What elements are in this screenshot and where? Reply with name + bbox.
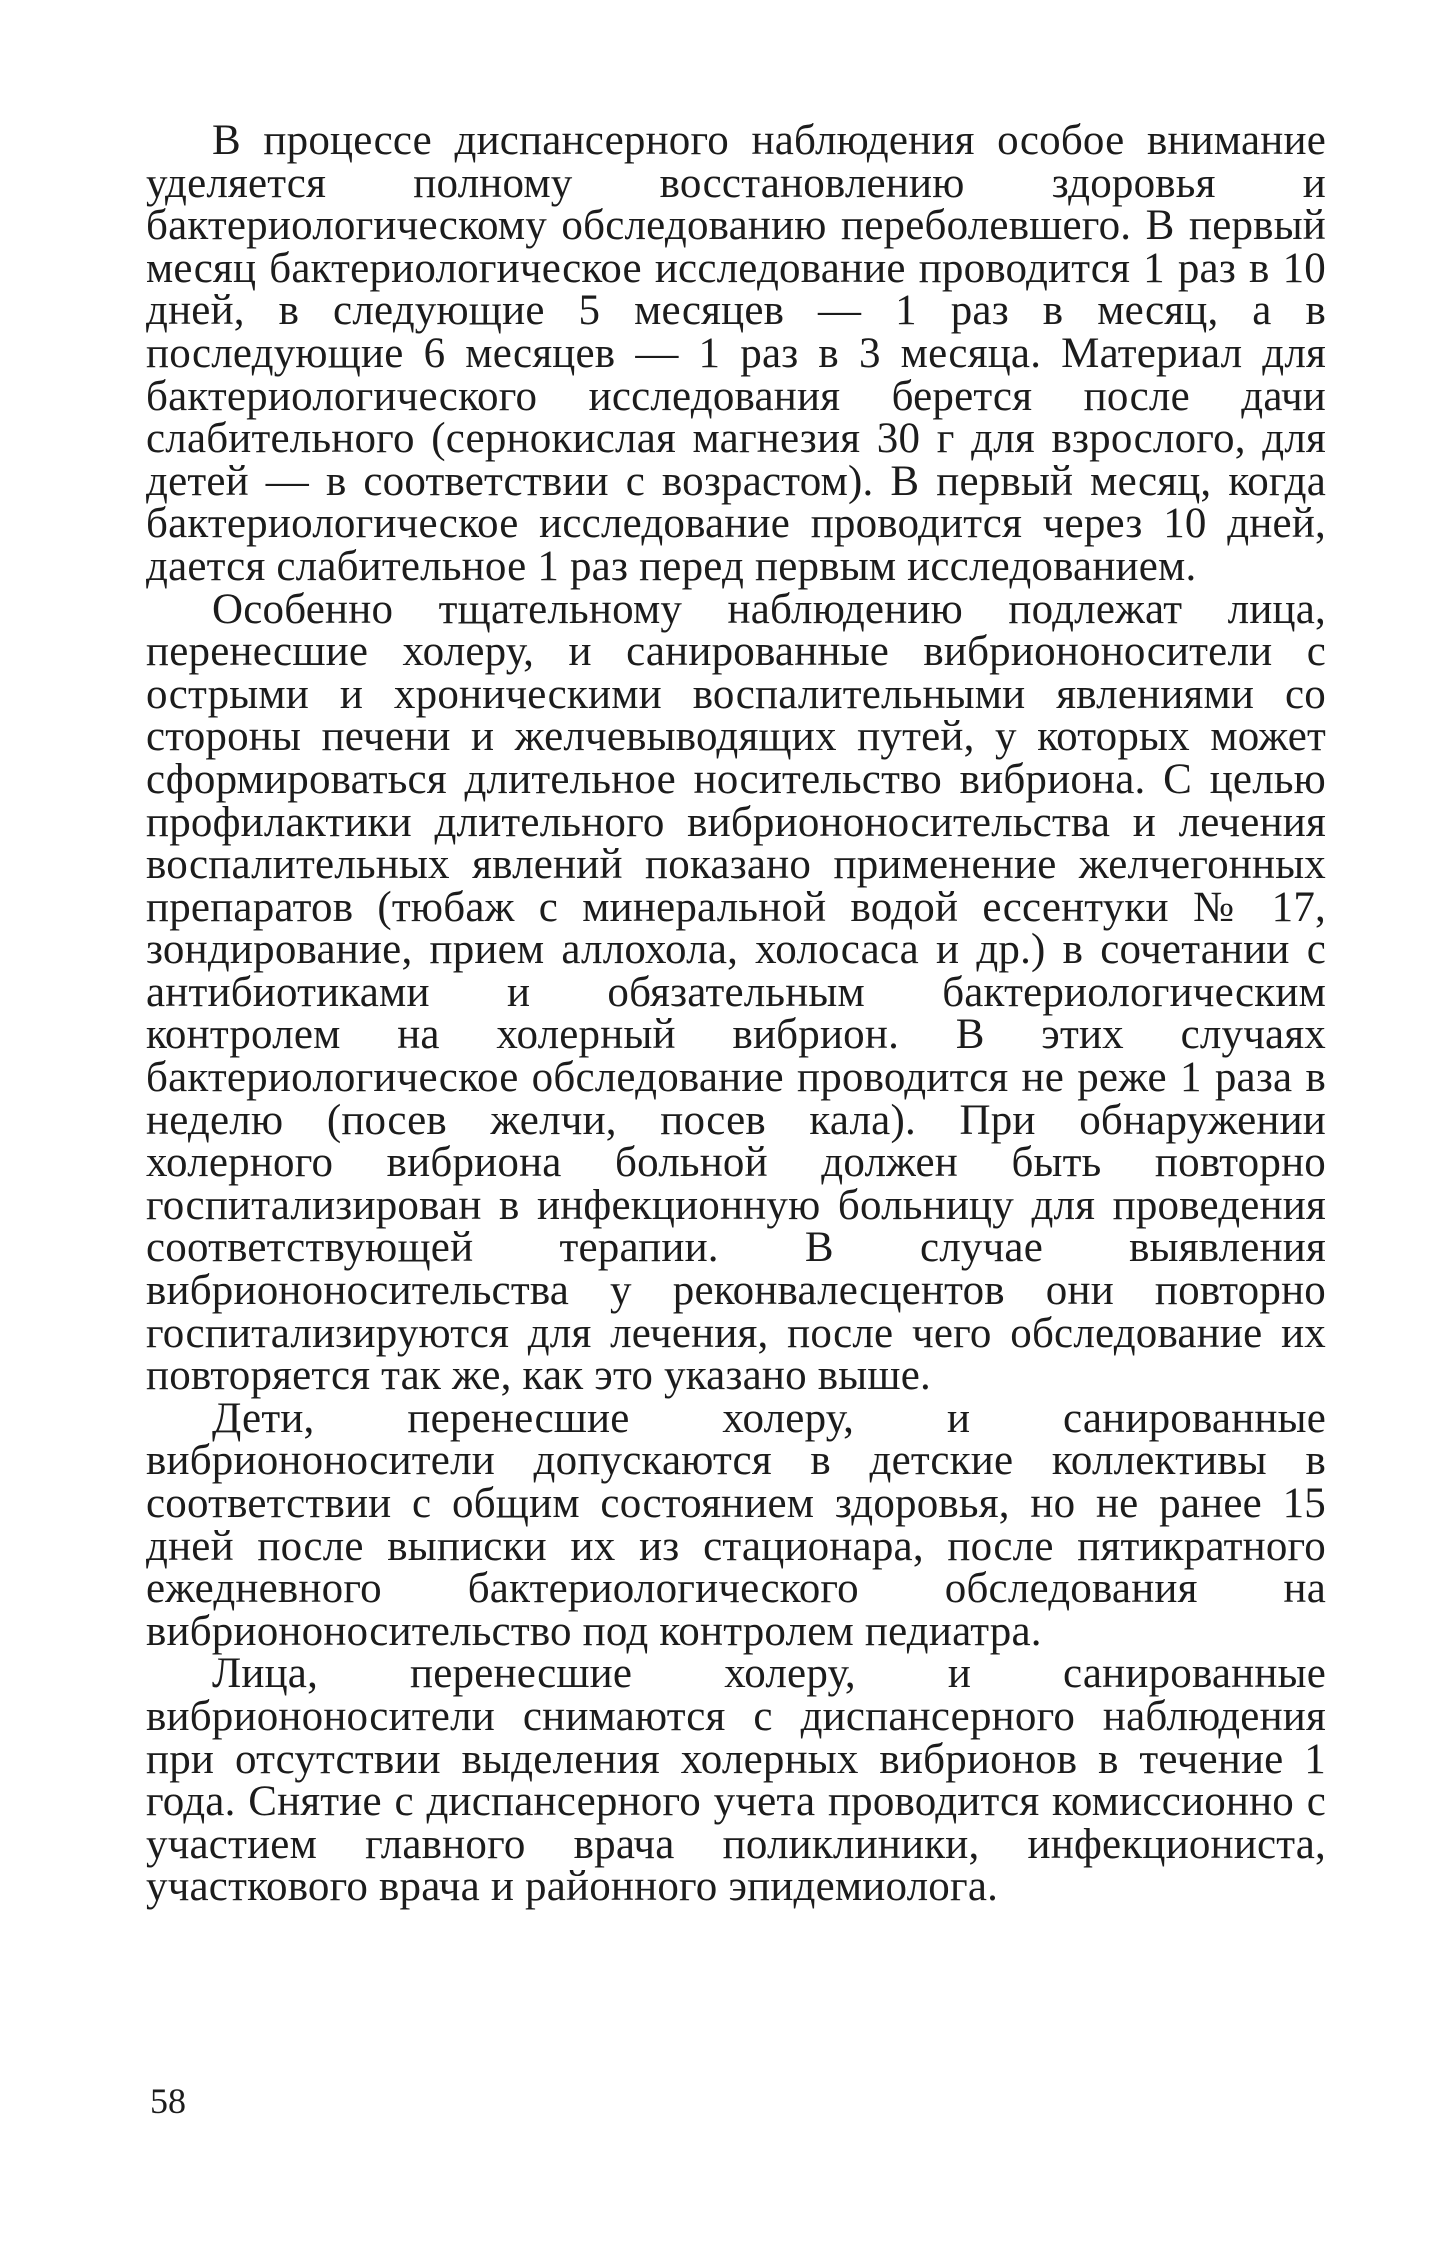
- page-number: 58: [150, 2081, 186, 2121]
- paragraph-1: В процессе диспансерного наблюдения особое внимание уделяется полному восстановлению здоровья и бактериологическому обследованию переболевшего. В первый месяц бактериологическое исследование проводится 1 раз в 10 дней, в следующие 5 месяцев — 1 раз в месяц, а в последующие 6 месяцев — 1 раз в 3 месяца. Материал для бактериологического исследования берется после дачи слабительного (сернокислая магнезия 30 г для взрослого, для детей — в соответствии с возрастом). В первый месяц, когда бактериологическое исследование проводится через 10 дней, дается слабительное 1 раз перед первым исследованием.: [146, 117, 1326, 590]
- page-body: [146, 117, 1326, 1911]
- paragraph-3: Дети, перенесшие холеру, и санированные вибриононосители допускаются в детские коллективы в соответствии с общим состоянием здоровья, но не ранее 15 дней после выписки их из стационара, после пятикратного ежедневного бактериологического обследования на вибриононосительство под контролем педиатра.: [146, 1394, 1326, 1655]
- paragraph-4: Лица, перенесшие холеру, и санированные вибриононосители снимаются с диспансерного наблюдения при отсутствии выделения холерных вибрионов в течение 1 года. Снятие с диспансерного учета проводится комиссионно с участием главного врача поликлиники, инфекциониста, участкового врача и районного эпидемиолога.: [146, 1650, 1326, 1911]
- paragraph-2: Особенно тщательному наблюдению подлежат лица, перенесшие холеру, и санированные вибриононосители с острыми и хроническими воспалительными явлениями со стороны печени и желчевыводящих путей, у которых может сформироваться длительное носительство вибриона. С целью профилактики длительного вибриононосительства и лечения воспалительных явлений показано применение желчегонных препаратов (тюбаж с минеральной водой ессентуки № 17, зондирование, прием аллохола, холосаса и др.) в сочетании с антибиотиками и обязательным бактериологическим контролем на холерный вибрион. В этих случаях бактериологическое обследование проводится не реже 1 раза в неделю (посев желчи, посев кала). При обнаружении холерного вибриона больной должен быть повторно госпитализирован в инфекционную больницу для проведения соответствующей терапии. В случае выявления вибриононосительства у реконвалесцентов они повторно госпитализируются для лечения, после чего обследование их повторяется так же, как это указано выше.: [146, 585, 1326, 1400]
